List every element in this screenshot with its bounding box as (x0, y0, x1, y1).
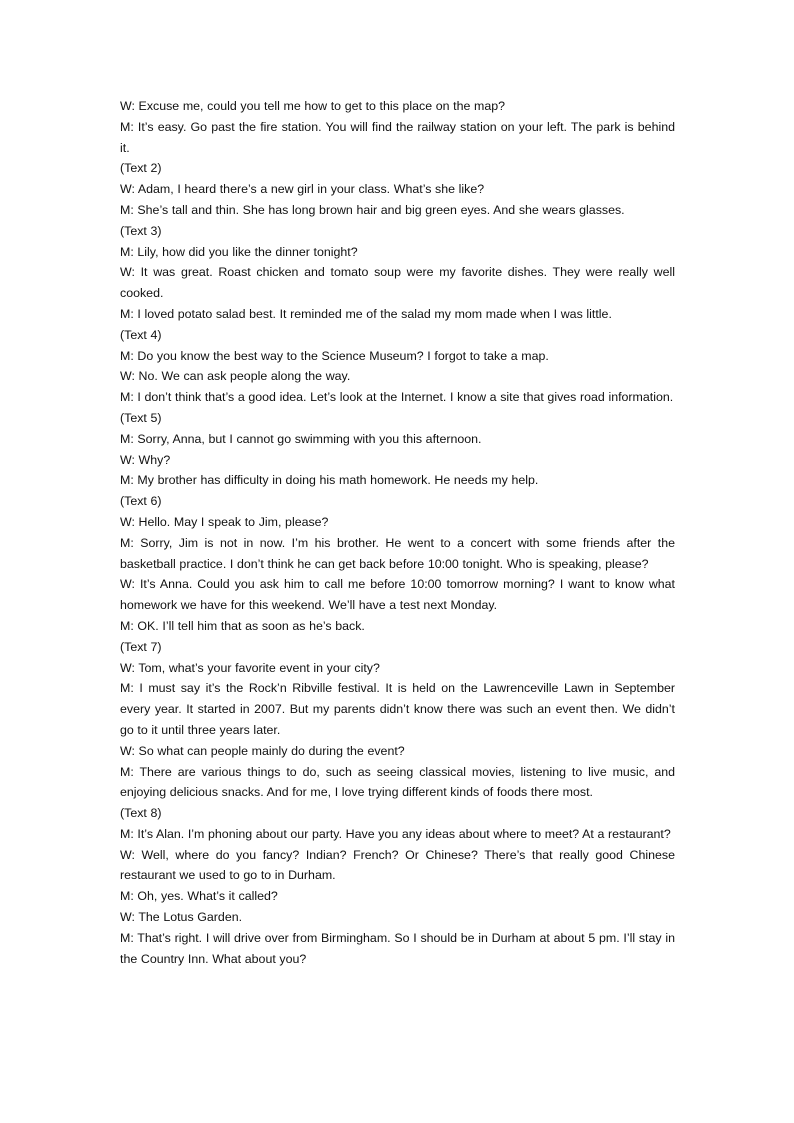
dialog-line: W: Well, where do you fancy? Indian? French? Or Chinese? There’s that really good Chinese restaurant we used to go to in Durham. (120, 847, 675, 883)
dialog-line: W: Why? (120, 452, 171, 467)
dialog-line: M: It’s Alan. I’m phoning about our party. Have you any ideas about where to meet? At a restaurant? (120, 826, 671, 841)
dialog-line: W: No. We can ask people along the way. (120, 369, 351, 384)
dialog-line: W: Hello. May I speak to Jim, please? (120, 514, 329, 529)
dialog-line: M: OK. I’ll tell him that as soon as he’s back. (120, 618, 365, 633)
section-label: (Text 5) (120, 410, 162, 425)
document-page (120, 96, 675, 969)
dialog-line: M: It’s easy. Go past the fire station. You will find the railway station on your left. The park is behind it. (120, 119, 675, 155)
dialog-line: W: Adam, I heard there’s a new girl in your class. What’s she like? (120, 182, 485, 197)
section-label: (Text 8) (120, 806, 162, 821)
dialog-line: M: My brother has difficulty in doing his math homework. He needs my help. (120, 473, 539, 488)
dialog-line: M: That’s right. I will drive over from Birmingham. So I should be in Durham at about 5 pm. I’ll stay in the Country Inn. What about you? (120, 930, 675, 966)
dialog-line: M: She’s tall and thin. She has long brown hair and big green eyes. And she wears glasses. (120, 202, 625, 217)
dialog-line: M: Sorry, Jim is not in now. I’m his brother. He went to a concert with some friends after the basketball practice. I don’t think he can get back before 10:00 tonight. Who is speaking, please? (120, 535, 675, 571)
dialog-line: M: Oh, yes. What’s it called? (120, 889, 278, 904)
dialog-line: W: The Lotus Garden. (120, 910, 243, 925)
section-label: (Text 7) (120, 639, 162, 654)
dialog-line: M: Do you know the best way to the Science Museum? I forgot to take a map. (120, 348, 549, 363)
section-label: (Text 3) (120, 223, 162, 238)
dialog-line: W: Tom, what’s your favorite event in your city? (120, 660, 380, 675)
dialog-line: M: I loved potato salad best. It reminded me of the salad my mom made when I was little. (120, 306, 612, 321)
dialog-line: M: Lily, how did you like the dinner tonight? (120, 244, 358, 259)
dialog-line: M: There are various things to do, such as seeing classical movies, listening to live music, and enjoying delicious snacks. And for me, I love trying different kinds of foods there most. (120, 764, 675, 800)
section-label: (Text 6) (120, 494, 162, 509)
dialog-line: W: It was great. Roast chicken and tomato soup were my favorite dishes. They were really well cooked. (120, 265, 675, 301)
dialog-line: W: It’s Anna. Could you ask him to call me before 10:00 tomorrow morning? I want to know what homework we have for this weekend. We’ll have a test next Monday. (120, 577, 675, 613)
dialog-line: W: So what can people mainly do during the event? (120, 743, 405, 758)
dialog-line: M: I must say it’s the Rock’n Ribville festival. It is held on the Lawrenceville Lawn in September every year. It started in 2007. But my parents didn’t know there was such an event then. We didn’t go to it until three years later. (120, 681, 675, 737)
dialog-line: M: Sorry, Anna, but I cannot go swimming with you this afternoon. (120, 431, 482, 446)
section-label: (Text 2) (120, 161, 162, 176)
dialog-line: W: Excuse me, could you tell me how to get to this place on the map? (120, 99, 506, 113)
dialog-line: M: I don’t think that’s a good idea. Let’s look at the Internet. I know a site that gives road information. (120, 390, 674, 405)
section-label: (Text 4) (120, 327, 162, 342)
